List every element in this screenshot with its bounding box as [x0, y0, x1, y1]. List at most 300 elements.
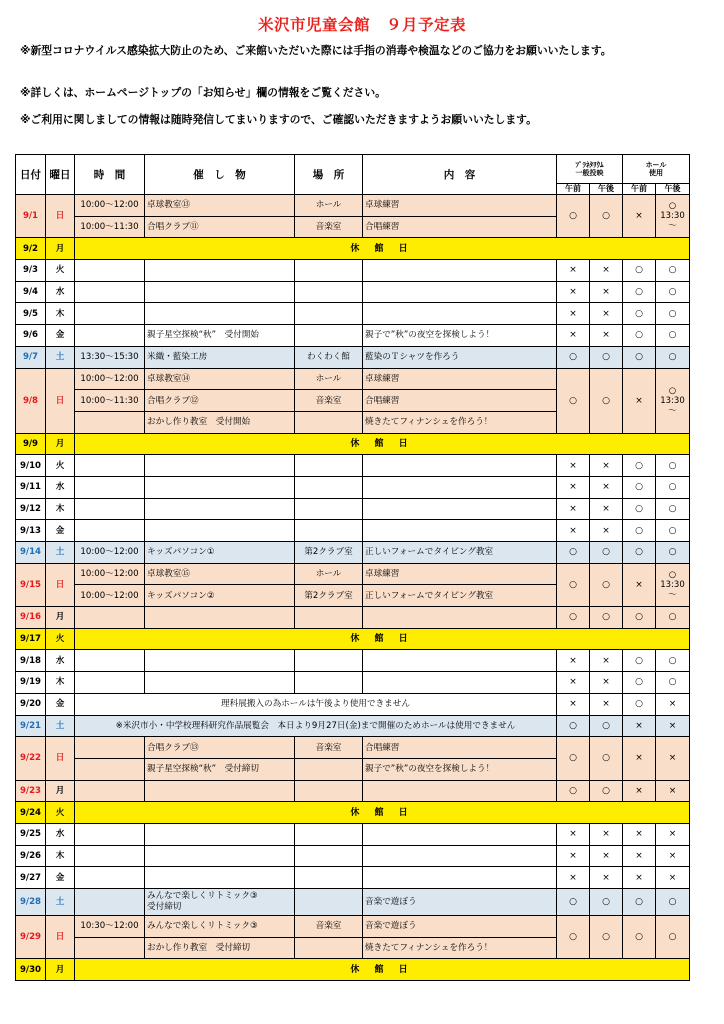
table-row	[16, 889, 690, 916]
cell-event: 卓球教室⑭	[145, 368, 295, 390]
cell-dow: 火	[46, 455, 75, 477]
mark-hall-am: ○	[623, 303, 656, 325]
cell-event	[145, 607, 295, 629]
cell-event: 卓球教室⑬	[145, 195, 295, 217]
cell-event	[145, 476, 295, 498]
cell-event	[145, 823, 295, 845]
table-row	[16, 325, 690, 347]
cell-event: みんなで楽しくリトミック③	[145, 916, 295, 938]
table-row	[16, 238, 690, 260]
cell-event: おかし作り教室 受付締切	[145, 937, 295, 959]
mark-planetarium-pm: ×	[590, 325, 623, 347]
mark-planetarium-pm: ×	[590, 498, 623, 520]
cell-event	[145, 303, 295, 325]
mark-planetarium-am: ×	[557, 476, 590, 498]
mark-planetarium-pm: ○	[590, 368, 623, 433]
cell-time	[75, 498, 145, 520]
mark-planetarium-am: ×	[557, 455, 590, 477]
cell-time: 10:00～11:30	[75, 390, 145, 412]
cell-notice: 理科展搬入の為ホールは午後より使用できません	[75, 693, 557, 715]
mark-planetarium-am: ×	[557, 498, 590, 520]
mark-planetarium-pm: ○	[590, 889, 623, 916]
table-row	[16, 542, 690, 564]
notice-updates: ※ご利用に関しましての情報は随時発信してまいりますので、ご確認いただきますようお願いいたします。	[20, 113, 537, 126]
cell-dow: 木	[46, 303, 75, 325]
mark-hall-am: ○	[623, 889, 656, 916]
cell-dow: 金	[46, 520, 75, 542]
cell-event: キッズパソコン②	[145, 585, 295, 607]
mark-hall-pm: ○ 13:30 ～	[656, 563, 690, 606]
mark-hall-pm: ○	[656, 325, 690, 347]
cell-event: 卓球教室⑮	[145, 563, 295, 585]
mark-hall-am: ×	[623, 195, 656, 238]
table-row	[16, 802, 690, 824]
mark-hall-am: ○	[623, 498, 656, 520]
cell-content: 合唱練習	[363, 737, 557, 759]
mark-hall-pm: ×	[656, 715, 690, 737]
table-row	[16, 693, 690, 715]
cell-date: 9/1	[16, 195, 46, 238]
cell-content: 音楽で遊ぼう	[363, 889, 557, 916]
table-row	[16, 563, 690, 585]
table-row	[16, 737, 690, 759]
header-time: 時 間	[75, 155, 145, 195]
cell-place: 音楽室	[295, 916, 363, 938]
mark-planetarium-am: ×	[557, 281, 590, 303]
cell-dow: 土	[46, 715, 75, 737]
cell-dow: 日	[46, 916, 75, 959]
table-row	[16, 780, 690, 802]
schedule-body	[16, 195, 690, 981]
cell-dow: 月	[46, 607, 75, 629]
mark-planetarium-pm: ×	[590, 520, 623, 542]
cell-dow: 火	[46, 260, 75, 282]
cell-date: 9/14	[16, 542, 46, 564]
mark-hall-am: ×	[623, 823, 656, 845]
cell-place	[295, 889, 363, 916]
mark-planetarium-pm: ○	[590, 563, 623, 606]
cell-dow: 木	[46, 498, 75, 520]
mark-planetarium-am: ×	[557, 260, 590, 282]
mark-hall-pm: ○	[656, 281, 690, 303]
table-row	[16, 672, 690, 694]
cell-event	[145, 650, 295, 672]
cell-time	[75, 650, 145, 672]
cell-time	[75, 303, 145, 325]
mark-hall-am: ×	[623, 737, 656, 780]
header-planetarium-am: 午前	[557, 184, 590, 195]
mark-planetarium-pm: ×	[590, 260, 623, 282]
mark-planetarium-am: ○	[557, 737, 590, 780]
cell-time	[75, 672, 145, 694]
cell-time	[75, 758, 145, 780]
mark-hall-pm: ○	[656, 672, 690, 694]
cell-dow: 水	[46, 281, 75, 303]
mark-planetarium-pm: ×	[590, 303, 623, 325]
table-row	[16, 520, 690, 542]
cell-date: 9/24	[16, 802, 46, 824]
cell-date: 9/9	[16, 433, 46, 455]
mark-hall-pm: ○ 13:30 ～	[656, 195, 690, 238]
mark-hall-am: ○	[623, 281, 656, 303]
header-hall: ホール 使用	[623, 155, 690, 184]
cell-time	[75, 281, 145, 303]
cell-place: ホール	[295, 195, 363, 217]
cell-content: 焼きたてフィナンシェを作ろう！	[363, 937, 557, 959]
mark-hall-am: ○	[623, 672, 656, 694]
mark-planetarium-am: ○	[557, 916, 590, 959]
cell-dow: 金	[46, 693, 75, 715]
cell-place	[295, 823, 363, 845]
cell-time	[75, 867, 145, 889]
cell-dow: 月	[46, 959, 75, 981]
cell-date: 9/11	[16, 476, 46, 498]
cell-time: 10:30～12:00	[75, 916, 145, 938]
mark-planetarium-am: ×	[557, 650, 590, 672]
cell-date: 9/27	[16, 867, 46, 889]
mark-planetarium-am: ×	[557, 672, 590, 694]
cell-time	[75, 889, 145, 916]
schedule-table	[15, 154, 690, 981]
cell-place: 第2クラブ室	[295, 585, 363, 607]
cell-content: 合唱練習	[363, 216, 557, 238]
table-row	[16, 715, 690, 737]
header-hall-am: 午前	[623, 184, 656, 195]
mark-planetarium-pm: ×	[590, 455, 623, 477]
table-row	[16, 368, 690, 390]
cell-event: みんなで楽しくリトミック③ 受付締切	[145, 889, 295, 916]
mark-hall-pm: ×	[656, 867, 690, 889]
mark-hall-pm: ○	[656, 346, 690, 368]
cell-place	[295, 672, 363, 694]
mark-hall-pm: ×	[656, 737, 690, 780]
cell-dow: 火	[46, 628, 75, 650]
cell-content	[363, 455, 557, 477]
mark-planetarium-am: ×	[557, 867, 590, 889]
cell-date: 9/29	[16, 916, 46, 959]
cell-content	[363, 867, 557, 889]
table-row	[16, 867, 690, 889]
mark-planetarium-pm: ×	[590, 476, 623, 498]
mark-planetarium-am: ×	[557, 325, 590, 347]
cell-date: 9/10	[16, 455, 46, 477]
cell-place	[295, 650, 363, 672]
cell-time	[75, 823, 145, 845]
cell-time	[75, 520, 145, 542]
mark-hall-am: ○	[623, 542, 656, 564]
cell-dow: 月	[46, 433, 75, 455]
cell-date: 9/8	[16, 368, 46, 433]
cell-place	[295, 455, 363, 477]
cell-place	[295, 325, 363, 347]
cell-content	[363, 303, 557, 325]
mark-hall-pm: ○	[656, 260, 690, 282]
cell-date: 9/26	[16, 845, 46, 867]
cell-content: 卓球練習	[363, 368, 557, 390]
mark-planetarium-pm: ○	[590, 346, 623, 368]
mark-hall-am: ○	[623, 693, 656, 715]
mark-planetarium-pm: ×	[590, 650, 623, 672]
cell-place	[295, 937, 363, 959]
cell-date: 9/20	[16, 693, 46, 715]
mark-hall-am: ○	[623, 260, 656, 282]
cell-content: 親子で”秋”の夜空を探検しよう！	[363, 325, 557, 347]
cell-dow: 木	[46, 672, 75, 694]
cell-content	[363, 823, 557, 845]
mark-planetarium-pm: ○	[590, 780, 623, 802]
mark-hall-pm: ○	[656, 889, 690, 916]
mark-hall-pm: ○ 13:30 ～	[656, 368, 690, 433]
cell-content	[363, 476, 557, 498]
mark-hall-am: ×	[623, 780, 656, 802]
mark-planetarium-pm: ○	[590, 737, 623, 780]
cell-place: ホール	[295, 563, 363, 585]
cell-content: 焼きたてフィナンシェを作ろう！	[363, 411, 557, 433]
cell-dow: 水	[46, 823, 75, 845]
cell-event: キッズパソコン①	[145, 542, 295, 564]
cell-event: 合唱クラブ⑬	[145, 737, 295, 759]
cell-date: 9/4	[16, 281, 46, 303]
table-row	[16, 455, 690, 477]
cell-place	[295, 758, 363, 780]
cell-date: 9/2	[16, 238, 46, 260]
mark-planetarium-am: ×	[557, 303, 590, 325]
header-content: 内 容	[363, 155, 557, 195]
table-row	[16, 650, 690, 672]
mark-hall-pm: ×	[656, 823, 690, 845]
header-event: 催 し 物	[145, 155, 295, 195]
mark-planetarium-am: ×	[557, 823, 590, 845]
header-dow: 曜日	[46, 155, 75, 195]
cell-date: 9/16	[16, 607, 46, 629]
mark-hall-pm: ○	[656, 607, 690, 629]
cell-date: 9/7	[16, 346, 46, 368]
cell-place	[295, 867, 363, 889]
cell-dow: 月	[46, 780, 75, 802]
mark-planetarium-am: ○	[557, 780, 590, 802]
cell-place	[295, 520, 363, 542]
header-hall-pm: 午後	[656, 184, 690, 195]
cell-date: 9/18	[16, 650, 46, 672]
cell-dow: 日	[46, 563, 75, 606]
mark-hall-pm: ×	[656, 780, 690, 802]
mark-hall-pm: ○	[656, 476, 690, 498]
table-row	[16, 476, 690, 498]
mark-planetarium-am: ○	[557, 346, 590, 368]
cell-place	[295, 607, 363, 629]
cell-place: 第2クラブ室	[295, 542, 363, 564]
cell-date: 9/3	[16, 260, 46, 282]
mark-planetarium-am: ×	[557, 693, 590, 715]
table-row	[16, 346, 690, 368]
cell-content: 卓球練習	[363, 195, 557, 217]
mark-planetarium-am: ○	[557, 607, 590, 629]
cell-time: 13:30～15:30	[75, 346, 145, 368]
mark-hall-am: ○	[623, 916, 656, 959]
mark-hall-am: ○	[623, 325, 656, 347]
mark-hall-pm: ○	[656, 520, 690, 542]
cell-date: 9/6	[16, 325, 46, 347]
mark-hall-pm: ○	[656, 916, 690, 959]
closed-label: 休 館 日	[75, 802, 690, 824]
cell-event	[145, 455, 295, 477]
cell-time	[75, 325, 145, 347]
cell-date: 9/22	[16, 737, 46, 780]
mark-hall-pm: ×	[656, 693, 690, 715]
cell-place	[295, 845, 363, 867]
mark-hall-pm: ○	[656, 498, 690, 520]
cell-content	[363, 845, 557, 867]
mark-hall-am: ○	[623, 520, 656, 542]
table-row	[16, 260, 690, 282]
cell-date: 9/15	[16, 563, 46, 606]
table-row	[16, 281, 690, 303]
mark-planetarium-am: ○	[557, 715, 590, 737]
mark-hall-pm: ○	[656, 542, 690, 564]
cell-place	[295, 281, 363, 303]
mark-hall-pm: ○	[656, 650, 690, 672]
cell-content	[363, 281, 557, 303]
cell-place: 音楽室	[295, 737, 363, 759]
cell-content	[363, 260, 557, 282]
mark-hall-am: ×	[623, 845, 656, 867]
cell-date: 9/17	[16, 628, 46, 650]
cell-event: おかし作り教室 受付開始	[145, 411, 295, 433]
header-planetarium-pm: 午後	[590, 184, 623, 195]
mark-planetarium-am: ○	[557, 563, 590, 606]
cell-place: ホール	[295, 368, 363, 390]
cell-event: 親子星空探検“秋” 受付締切	[145, 758, 295, 780]
cell-event	[145, 780, 295, 802]
mark-hall-am: ○	[623, 607, 656, 629]
cell-event	[145, 260, 295, 282]
mark-hall-pm: ○	[656, 303, 690, 325]
cell-time: 10:00～12:00	[75, 195, 145, 217]
mark-hall-am: ○	[623, 455, 656, 477]
cell-place	[295, 780, 363, 802]
cell-time	[75, 455, 145, 477]
mark-hall-am: ×	[623, 563, 656, 606]
table-row	[16, 607, 690, 629]
cell-content: 正しいフォームでタイピング教室	[363, 585, 557, 607]
mark-hall-pm: ○	[656, 455, 690, 477]
closed-label: 休 館 日	[75, 959, 690, 981]
cell-dow: 水	[46, 650, 75, 672]
mark-planetarium-pm: ○	[590, 916, 623, 959]
mark-planetarium-pm: ○	[590, 542, 623, 564]
cell-content: 藍染のＴシャツを作ろう	[363, 346, 557, 368]
cell-time: 10:00～12:00	[75, 585, 145, 607]
closed-label: 休 館 日	[75, 433, 690, 455]
cell-place: 音楽室	[295, 390, 363, 412]
cell-event	[145, 520, 295, 542]
mark-hall-am: ×	[623, 368, 656, 433]
cell-date: 9/19	[16, 672, 46, 694]
cell-event	[145, 867, 295, 889]
cell-event	[145, 845, 295, 867]
cell-content	[363, 607, 557, 629]
mark-planetarium-pm: ×	[590, 867, 623, 889]
cell-content: 親子で”秋”の夜空を探検しよう！	[363, 758, 557, 780]
table-row	[16, 195, 690, 217]
cell-time	[75, 937, 145, 959]
cell-time	[75, 737, 145, 759]
mark-hall-am: ○	[623, 650, 656, 672]
cell-dow: 土	[46, 889, 75, 916]
cell-dow: 水	[46, 476, 75, 498]
mark-planetarium-am: ×	[557, 845, 590, 867]
cell-place: 音楽室	[295, 216, 363, 238]
cell-date: 9/25	[16, 823, 46, 845]
cell-place	[295, 303, 363, 325]
cell-dow: 金	[46, 867, 75, 889]
cell-date: 9/13	[16, 520, 46, 542]
header-place: 場 所	[295, 155, 363, 195]
mark-hall-am: ×	[623, 867, 656, 889]
mark-planetarium-am: ×	[557, 520, 590, 542]
cell-content: 卓球練習	[363, 563, 557, 585]
cell-content	[363, 780, 557, 802]
cell-date: 9/30	[16, 959, 46, 981]
cell-time: 10:00～12:00	[75, 542, 145, 564]
mark-hall-am: ×	[623, 715, 656, 737]
cell-event	[145, 498, 295, 520]
cell-date: 9/12	[16, 498, 46, 520]
mark-planetarium-am: ○	[557, 195, 590, 238]
cell-dow: 日	[46, 195, 75, 238]
cell-dow: 火	[46, 802, 75, 824]
cell-content: 合唱練習	[363, 390, 557, 412]
cell-date: 9/23	[16, 780, 46, 802]
mark-planetarium-am: ○	[557, 889, 590, 916]
cell-time: 10:00～11:30	[75, 216, 145, 238]
cell-time	[75, 845, 145, 867]
mark-planetarium-am: ○	[557, 368, 590, 433]
mark-planetarium-am: ○	[557, 542, 590, 564]
cell-place	[295, 498, 363, 520]
cell-content: 音楽で遊ぼう	[363, 916, 557, 938]
cell-time: 10:00～12:00	[75, 563, 145, 585]
cell-date: 9/21	[16, 715, 46, 737]
cell-place	[295, 476, 363, 498]
cell-content	[363, 650, 557, 672]
mark-hall-pm: ×	[656, 845, 690, 867]
cell-content	[363, 520, 557, 542]
table-row	[16, 498, 690, 520]
closed-label: 休 館 日	[75, 628, 690, 650]
cell-time	[75, 260, 145, 282]
mark-planetarium-pm: ×	[590, 845, 623, 867]
cell-place	[295, 411, 363, 433]
cell-date: 9/5	[16, 303, 46, 325]
closed-label: 休 館 日	[75, 238, 690, 260]
cell-event: 合唱クラブ⑫	[145, 390, 295, 412]
page-title: 米沢市児童会館 ９月予定表	[257, 16, 466, 34]
header-planetarium: ﾌﾟﾗﾈﾀﾘｳﾑ 一般投映	[557, 155, 623, 184]
table-row	[16, 916, 690, 938]
cell-dow: 木	[46, 845, 75, 867]
table-row	[16, 433, 690, 455]
cell-time	[75, 780, 145, 802]
cell-time	[75, 411, 145, 433]
table-row	[16, 823, 690, 845]
header-date: 日付	[16, 155, 46, 195]
cell-time: 10:00～12:00	[75, 368, 145, 390]
mark-planetarium-pm: ×	[590, 672, 623, 694]
mark-planetarium-pm: ○	[590, 607, 623, 629]
cell-event	[145, 672, 295, 694]
cell-content: 正しいフォームでタイピング教室	[363, 542, 557, 564]
